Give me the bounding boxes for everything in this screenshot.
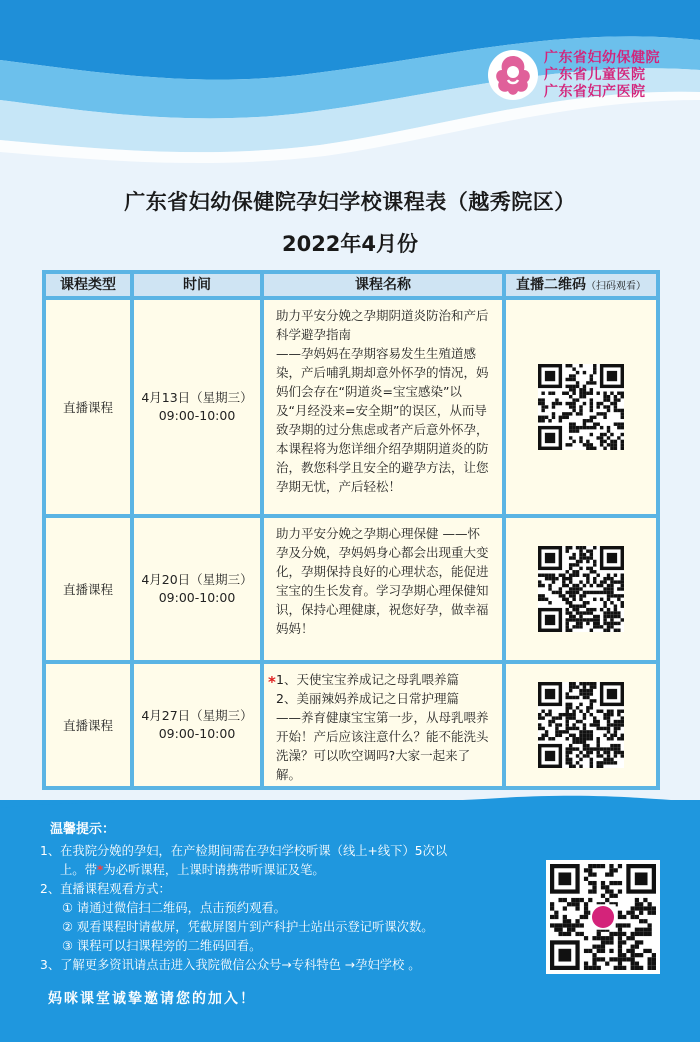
header-qr-note: （扫码观看） [586, 281, 646, 292]
slogan: 妈咪课堂诚挚邀请您的加入！ [48, 991, 256, 1007]
qr-code-icon[interactable] [538, 546, 624, 632]
qr-code-icon[interactable] [550, 864, 656, 970]
row-1-name-line-1: 助力平安分娩之孕期阴道炎防治和产后科学避孕指南 [276, 308, 489, 342]
panel-wave [0, 794, 700, 808]
row-3-name-line-1: 1、天使宝宝养成记之母乳喂养篇 [276, 672, 459, 687]
logo-line-3: 广东省妇产医院 [544, 83, 646, 100]
row-1-date: 4月13日（星期三） [141, 390, 253, 405]
required-star-icon: * [96, 863, 104, 877]
table-row-1-qr [506, 300, 656, 514]
tip-1-pre: 上。带 [60, 863, 97, 877]
required-star-icon: * [268, 673, 276, 691]
tip-1-line-b [40, 861, 540, 880]
hospital-emblem-icon [486, 48, 540, 102]
page-subtitle: 2022年4月份 [281, 232, 419, 256]
tip-2-sub-2: ② 观看课程时请截屏，凭截屏图片到产科护士站出示登记听课次数。 [62, 920, 434, 934]
page-title: 广东省妇幼保健院孕妇学校课程表（越秀院区） [124, 190, 576, 214]
wechat-account-qr[interactable] [546, 860, 660, 974]
schedule-table [42, 270, 660, 790]
table-row-3-course [264, 664, 502, 786]
row-3-hours: 09:00-10:00 [158, 726, 236, 741]
row-3-name-line-3: ——养育健康宝宝第一步，从母乳喂养开始！产后应该注意什么？能不能洗头洗澡？可以吹空调吗?大家一起来了解。 [276, 710, 489, 782]
tip-2-sub-1: ① 请通过微信扫二维码，点击预约观看。 [62, 901, 286, 915]
table-row-2-time [134, 518, 260, 660]
row-3-name-wrap [268, 670, 492, 691]
row-2-name-line-1: 助力平安分娩之孕期心理保健 ——怀孕及分娩，孕妈妈身心都会出现重大变化，孕期保持良好的心理状态，能促进宝宝的生长发育。学习孕期心理保健知识，保持心理健康，祝您好孕，做幸福妈妈！ [276, 526, 489, 636]
table-row-1-type: 直播课程 [46, 300, 130, 514]
hospital-logo [486, 48, 660, 102]
header-live-qr [506, 274, 656, 296]
row-3-date: 4月27日（星期三） [141, 708, 253, 723]
qr-code-icon[interactable] [538, 682, 624, 768]
logo-line-1: 广东省妇幼保健院 [544, 49, 660, 66]
table-row-1-course [264, 300, 502, 514]
tip-2: 2、直播课程观看方式： [40, 882, 171, 896]
row-2-hours: 09:00-10:00 [158, 590, 236, 605]
tip-1-line-a: 1、在我院分娩的孕妇，在产检期间需在孕妇学校听课（线上+线下）5次以 [40, 844, 448, 858]
row-1-name-line-2: ——孕妈妈在孕期容易发生生殖道感染，产后哺乳期却意外怀孕的情况，妈妈们会存在“阴道炎=宝宝感染”以及“月经没来=安全期”的误区，从而导致孕期的过分焦虑或者产后意外怀孕，本课程将为您详细介绍孕期阴道炎的防治，教您科学且安全的避孕方法，让您孕期无忧，产后轻松！ [276, 346, 489, 494]
row-1-hours: 09:00-10:00 [158, 408, 236, 423]
row-3-name-line-2: 2、美丽辣妈养成记之日常护理篇 [276, 691, 459, 706]
table-row-2-qr [506, 518, 656, 660]
table-row-3-type: 直播课程 [46, 664, 130, 786]
table-row-2-type: 直播课程 [46, 518, 130, 660]
tip-3: 3、了解更多资讯请点击进入我院微信公众号→专科特色 →孕妇学校 。 [40, 958, 421, 972]
header-time: 时间 [134, 274, 260, 296]
logo-line-2: 广东省儿童医院 [544, 66, 646, 83]
tips-list [40, 842, 540, 975]
row-2-date: 4月20日（星期三） [141, 572, 253, 587]
tips-title: 温馨提示： [50, 822, 116, 837]
tip-2-sub-3: ③ 课程可以扫课程旁的二维码回看。 [62, 939, 262, 953]
table-row-3-qr [506, 664, 656, 786]
header-course-name: 课程名称 [264, 274, 502, 296]
header-course-type: 课程类型 [46, 274, 130, 296]
table-row-3-time [134, 664, 260, 786]
table-row-2-course [264, 518, 502, 660]
header-live-qr-label: 直播二维码 [516, 277, 586, 293]
qr-code-icon[interactable] [538, 364, 624, 450]
tip-1-post: 为必听课程，上课时请携带听课证及笔。 [103, 863, 325, 877]
table-row-1-time [134, 300, 260, 514]
